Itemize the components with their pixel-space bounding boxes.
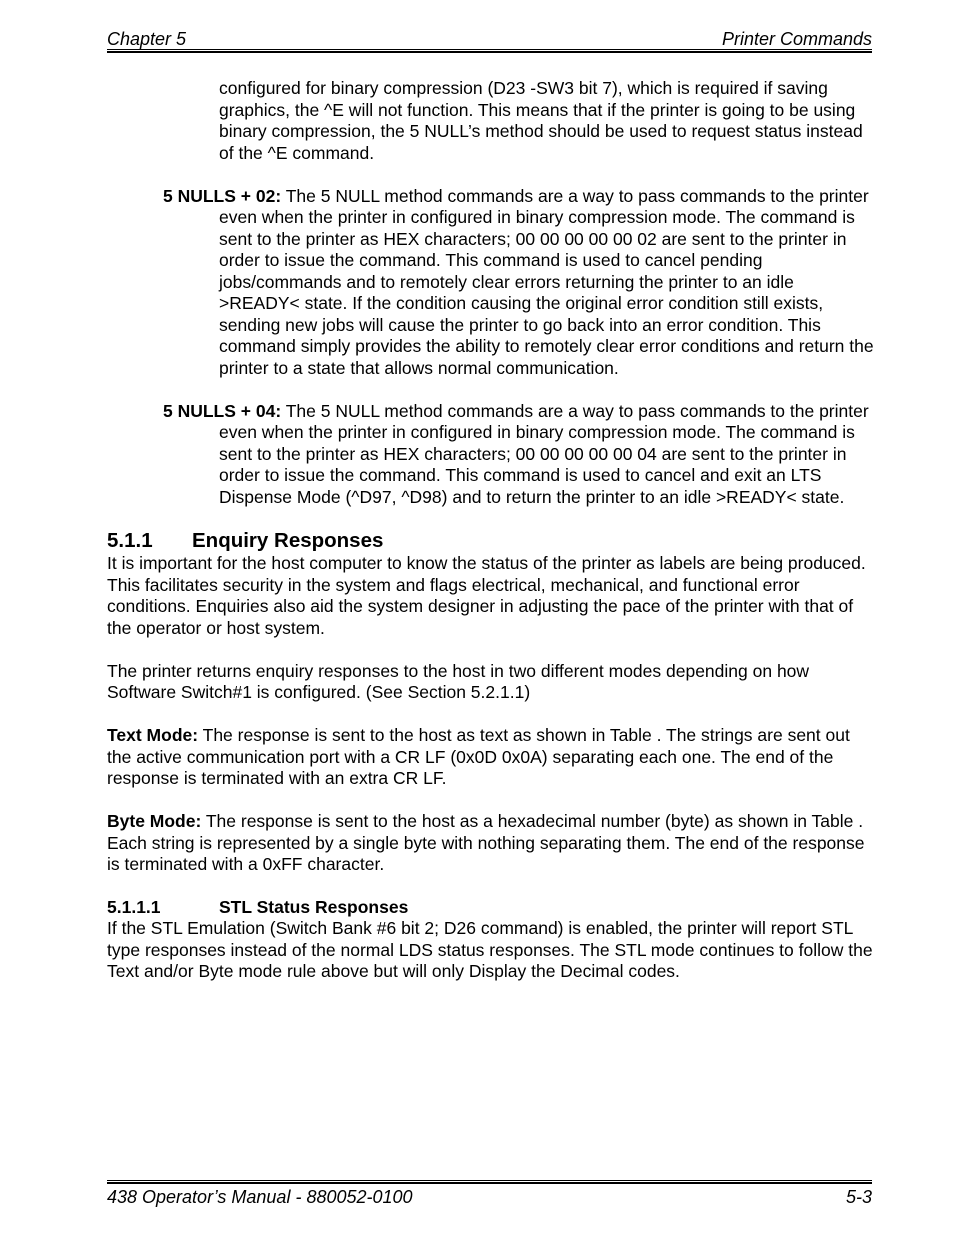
section-heading-enquiry-responses (107, 529, 877, 553)
null02-paragraph (107, 186, 877, 380)
enquiry-intro-paragraph: It is important for the host computer to know the status of the printer as labels are being produced. This facilitates security in the system and flags electrical, mechanical, and functional error conditions. Enquiries also aid the system designer in adjusting the pace of the printer with that of the operator or host system. (107, 553, 866, 638)
subsection-number: 5.1.1.1 (107, 896, 161, 917)
byte-mode-paragraph (107, 811, 877, 876)
header-section-title: Printer Commands (721, 29, 872, 49)
null04-text: The 5 NULL method commands are a way to pass commands to the printer even when the printer in configured in binary compression mode. The command is sent to the printer as HEX characters; 00 00 00 00 00 04 are sent to the printer in order to issue the command. This command is used to cancel and exit an LTS Dispense Mode (^D97, ^D98) and to return the printer to an idle >READY< state. (219, 400, 869, 507)
footer-divider (107, 1180, 872, 1184)
null02-label: 5 NULLS + 02: (163, 185, 282, 206)
page-header (107, 28, 872, 50)
null04-paragraph (107, 401, 877, 509)
enquiry-modes-paragraph: The printer returns enquiry responses to the host in two different modes depending on how Software Switch#1 is configured. (See Section 5.2.1.1) (107, 660, 810, 702)
continued-paragraph: configured for binary compression (D23 -SW3 bit 7), which is required if saving graphics, the ^E will not function. This means that if the printer is going to be using binary compression, the 5 NULL’s method should be used to request status instead of the ^E command. (219, 78, 863, 163)
text-mode-label: Text Mode: (107, 725, 199, 745)
section-number: 5.1.1 (107, 529, 153, 552)
subsection-heading-stl-status (107, 897, 877, 919)
null04-label: 5 NULLS + 04: (163, 400, 282, 421)
header-divider (107, 49, 872, 53)
header-chapter: Chapter 5 (107, 29, 187, 49)
text-mode-paragraph (107, 725, 877, 790)
footer-manual-title: 438 Operator’s Manual - 880052-0100 (107, 1187, 413, 1207)
page-footer (107, 1186, 872, 1208)
footer-page-number: 5-3 (845, 1187, 872, 1207)
byte-mode-text: The response is sent to the host as a hexadecimal number (byte) as shown in Table . Each string is represented by a single byte with nothing separating them. The end of the response is terminated with a 0xFF character. (107, 811, 865, 874)
subsection-title: STL Status Responses (219, 896, 409, 917)
text-mode-text: The response is sent to the host as text as shown in Table . The strings are sent out the active communication port with a CR LF (0x0D 0x0A) separating each one. The end of the response is terminated with an extra CR LF. (107, 725, 850, 788)
section-title: Enquiry Responses (192, 529, 384, 552)
null02-text: The 5 NULL method commands are a way to pass commands to the printer even when the printer in configured in binary compression mode. The command is sent to the printer as HEX characters; 00 00 00 00 00 02 are sent to the printer in order to issue the command. This command is used to cancel pending jobs/commands and to remotely clear errors returning the printer to an idle >READY< state. If the condition causing the original error condition still exists, sending new jobs will cause the printer to go back into an error condition. This command simply provides the ability to remotely clear error conditions and return the printer to a state that allows normal communication. (219, 185, 874, 378)
page-content (107, 78, 877, 983)
stl-status-paragraph: If the STL Emulation (Switch Bank #6 bit 2; D26 command) is enabled, the printer will report STL type responses instead of the normal LDS status responses. The STL mode continues to follow the Text and/or Byte mode rule above but will only Display the Decimal codes. (107, 918, 873, 981)
byte-mode-label: Byte Mode: (107, 811, 202, 831)
